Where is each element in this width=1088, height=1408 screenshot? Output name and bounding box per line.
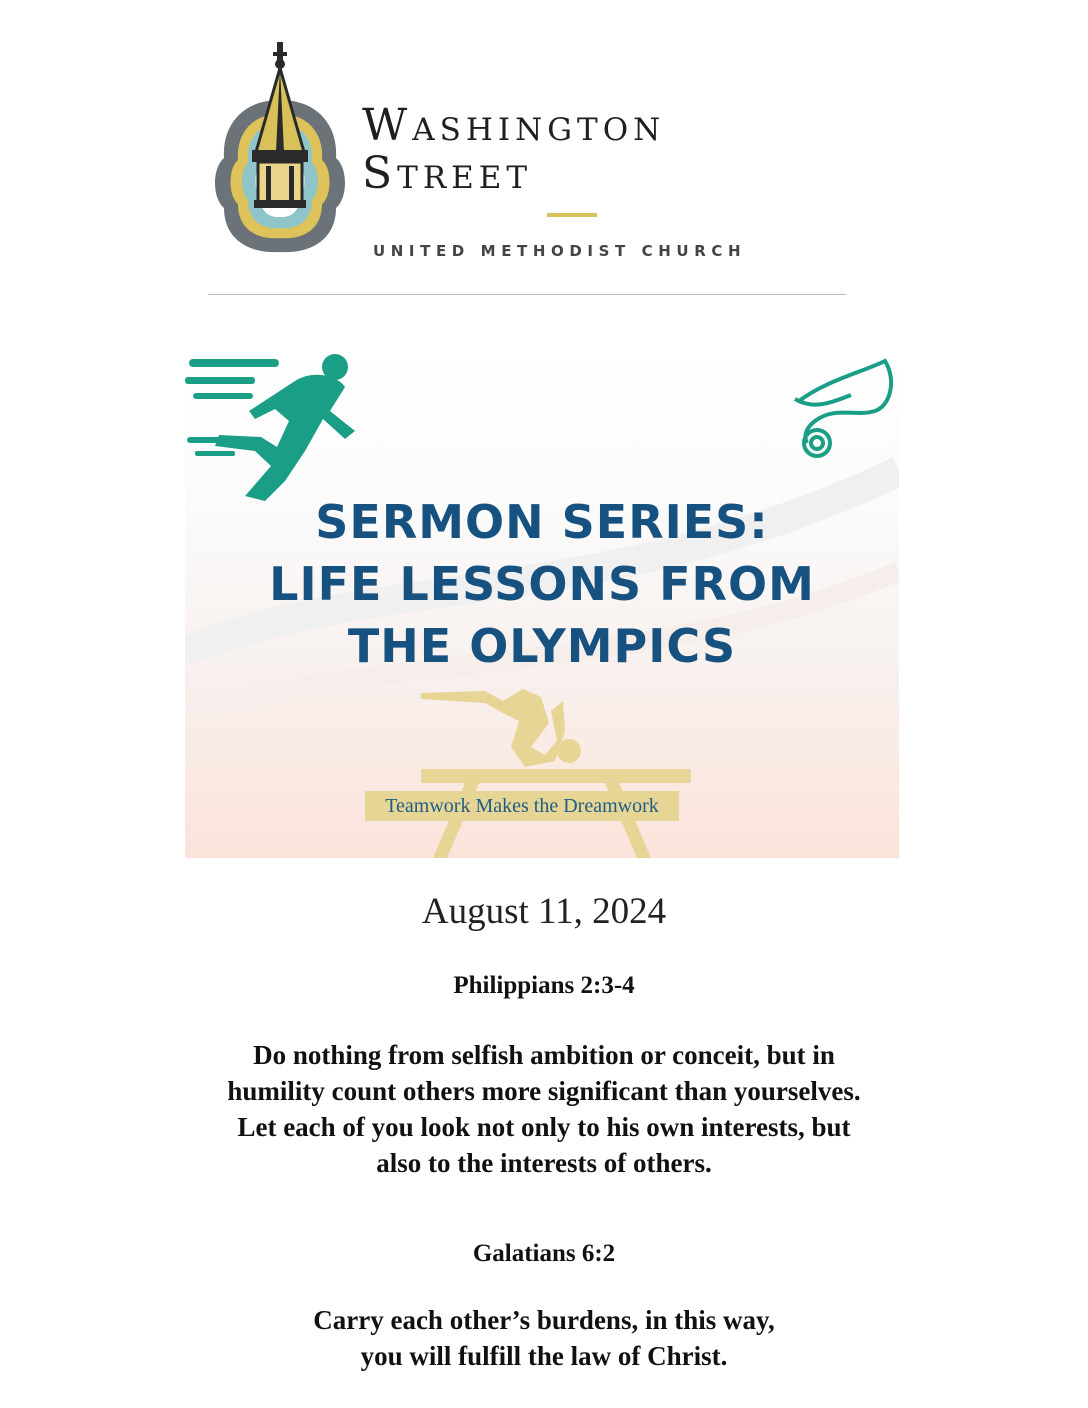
gymnast-icon: [421, 689, 691, 858]
banner-title-line: SERMON SERIES:: [315, 495, 769, 549]
banner-title-line: THE OLYMPICS: [347, 619, 737, 673]
medal-icon: [795, 361, 891, 456]
logo-accent-rule: [547, 213, 597, 217]
banner-title-line: LIFE LESSONS FROM: [269, 557, 815, 611]
scripture-reference: Galatians 6:2: [472, 1240, 616, 1267]
church-name-line2: Street: [362, 148, 533, 199]
banner-title: [185, 491, 899, 677]
banner-subtitle: Teamwork Makes the Dreamwork: [365, 791, 679, 821]
verse-line: Let each of you look not only to his own interests, but: [237, 1112, 851, 1142]
scripture-text: [0, 1037, 1088, 1181]
sprinter-icon: [185, 354, 355, 501]
scripture-text: [0, 1302, 1088, 1374]
church-name-line1: Washington: [362, 100, 666, 151]
verse-line: Do nothing from selfish ambition or conceit, but in: [253, 1040, 835, 1070]
steeple-icon: [210, 40, 350, 255]
service-date: August 11, 2024: [421, 891, 667, 932]
verse-line: you will fulfill the law of Christ.: [360, 1341, 728, 1371]
church-logo: [210, 40, 790, 270]
header-divider: [208, 294, 846, 295]
scripture-reference: Philippians 2:3-4: [453, 972, 635, 999]
verse-line: Carry each other’s burdens, in this way,: [313, 1305, 775, 1335]
church-name: [362, 102, 802, 198]
church-denomination: UNITED METHODIST CHURCH: [373, 242, 747, 260]
verse-line: humility count others more significant than yourselves.: [227, 1076, 861, 1106]
verse-line: also to the interests of others.: [376, 1148, 712, 1178]
sermon-series-banner: [185, 351, 899, 858]
